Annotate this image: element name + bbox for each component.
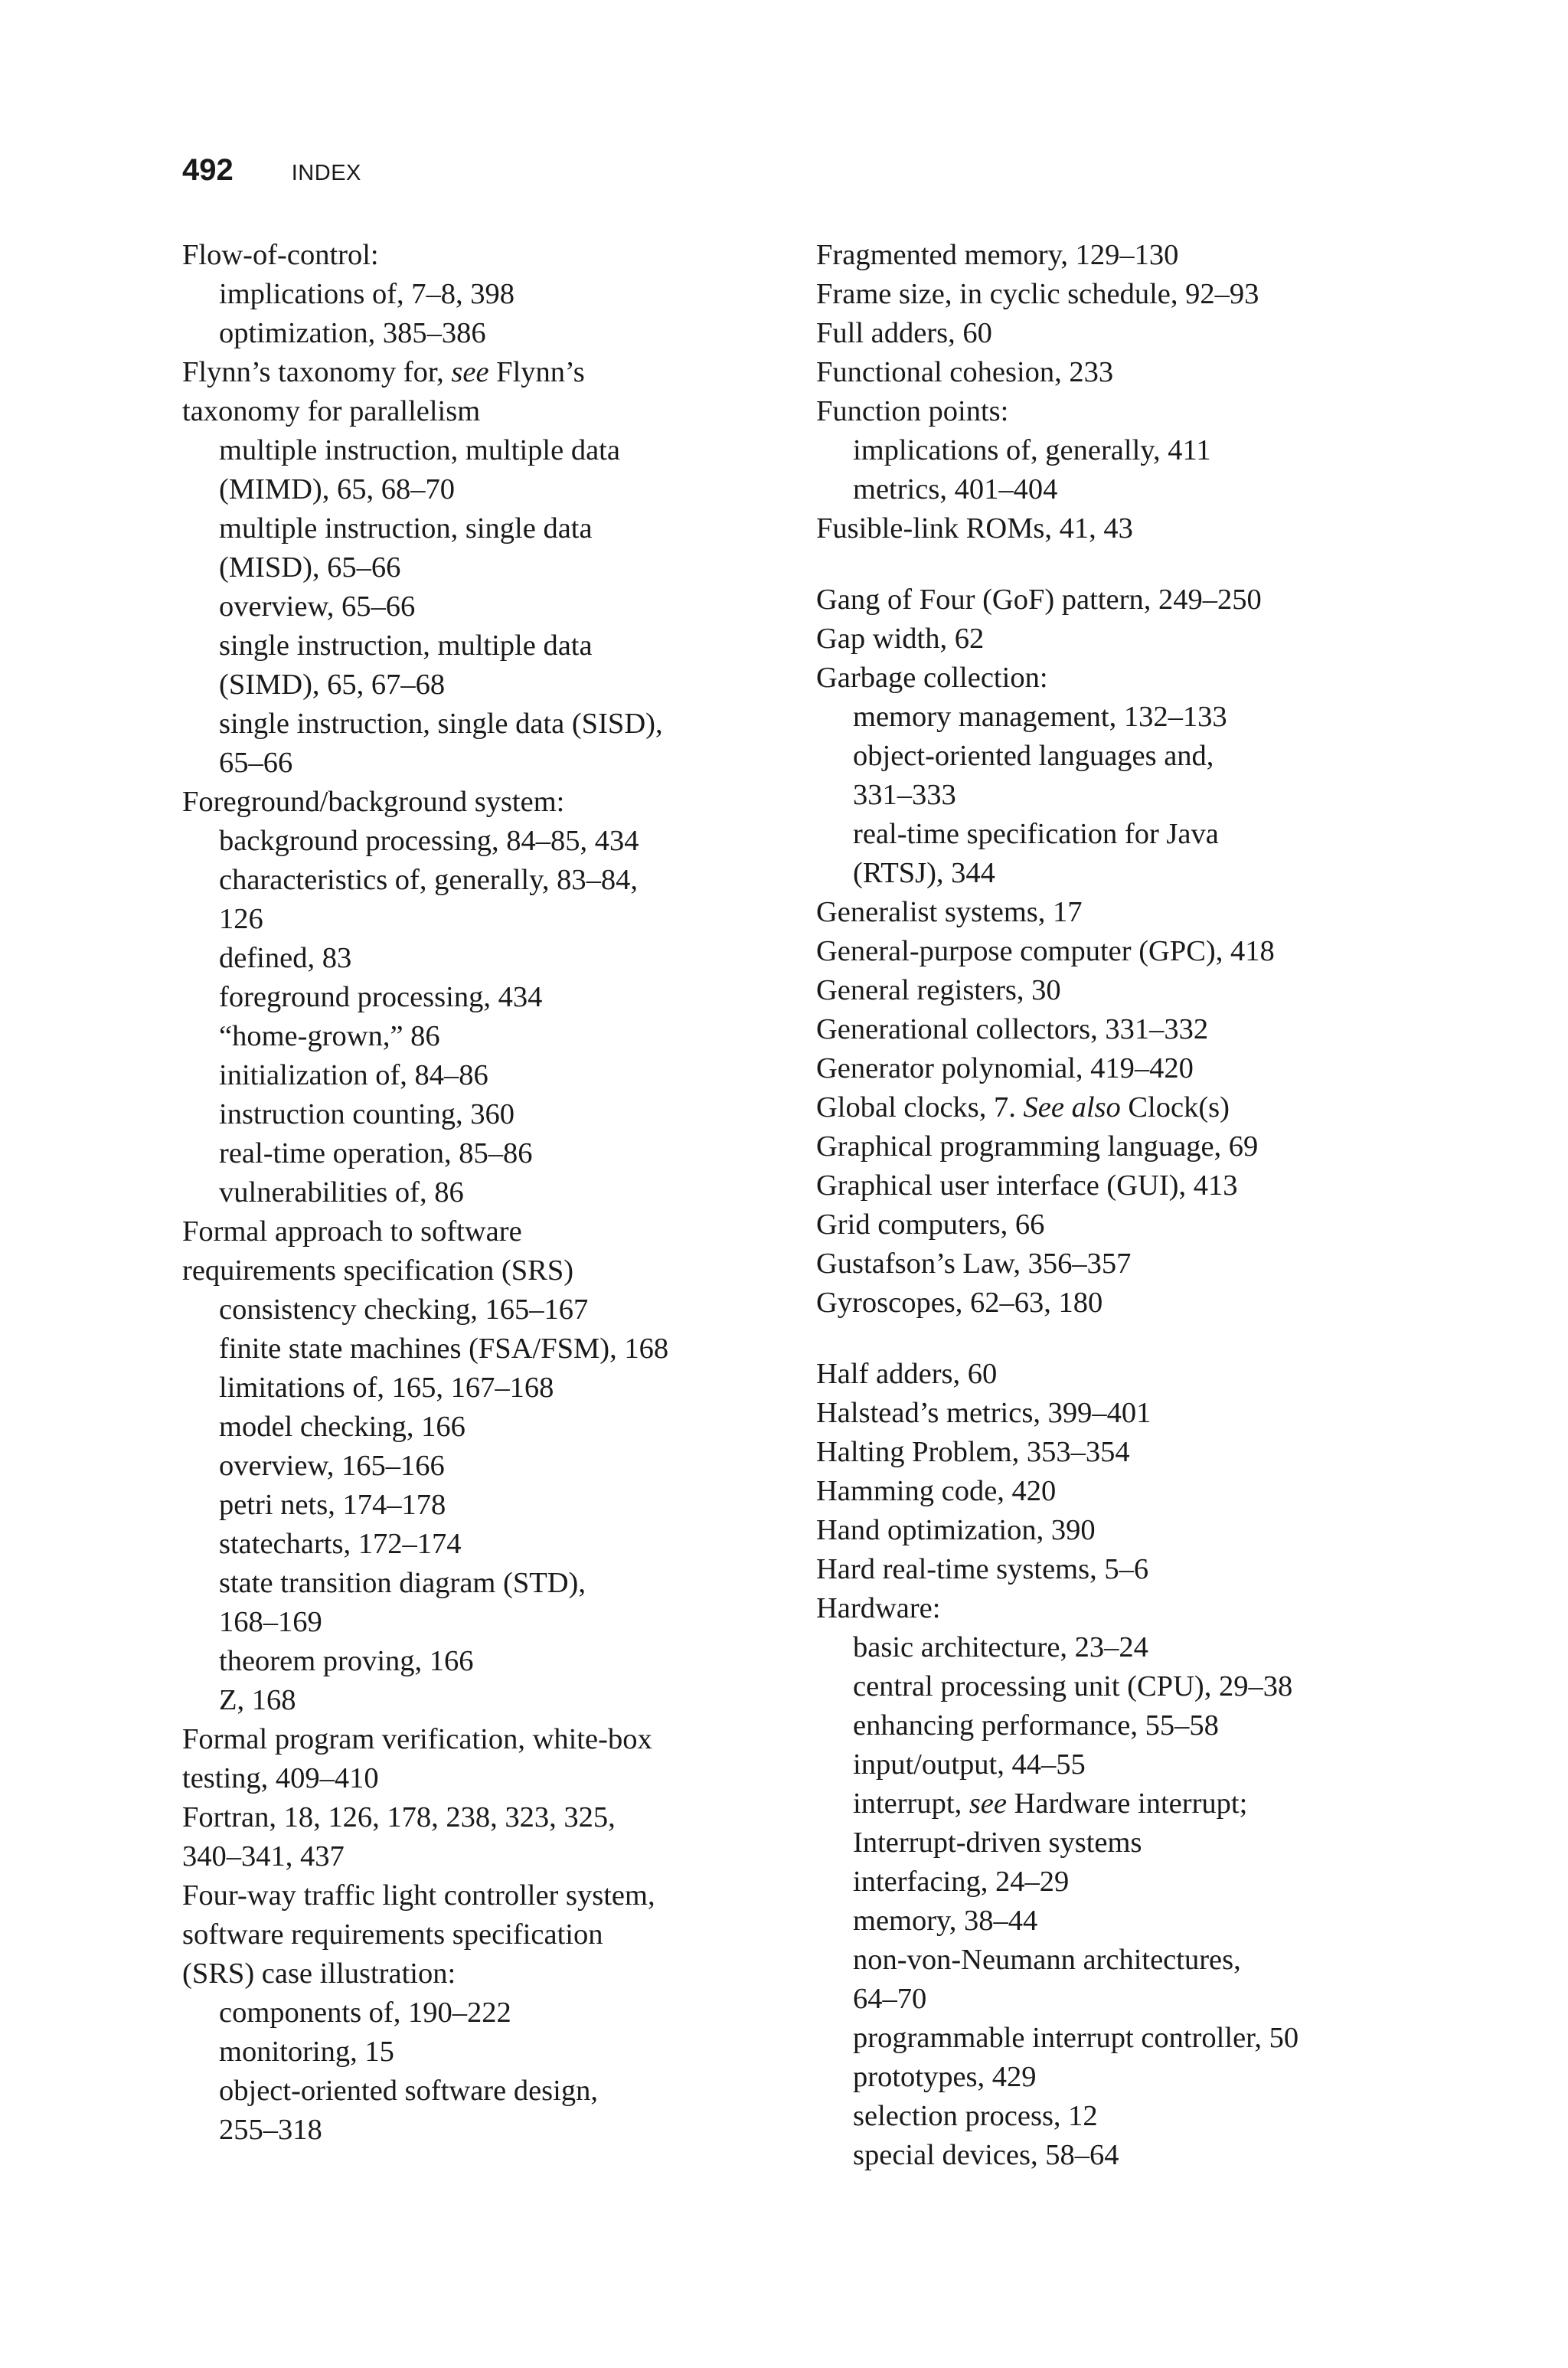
index-line: Full adders, 60 [816, 317, 992, 349]
index-line: input/output, 44–55 [853, 1748, 1086, 1781]
index-line: Gap width, 62 [816, 623, 985, 655]
index-subentry [816, 1667, 1413, 1706]
index-line: real-time specification for Java [853, 818, 1219, 850]
index-entry [816, 659, 1413, 698]
index-line: memory management, 132–133 [853, 701, 1227, 733]
index-line: Grid computers, 66 [816, 1209, 1045, 1241]
index-line: Frame size, in cyclic schedule, 92–93 [816, 278, 1259, 310]
index-subentry [182, 1173, 764, 1212]
index-line: (MISD), 65–66 [219, 551, 401, 584]
index-line: characteristics of, generally, 83–84, [219, 864, 638, 896]
index-entry [182, 1720, 764, 1798]
page-number: 492 [182, 153, 234, 187]
index-line: (MIMD), 65, 68–70 [219, 473, 455, 505]
index-line: finite state machines (FSA/FSM), 168 [219, 1333, 669, 1365]
index-line: components of, 190–222 [219, 1997, 511, 2029]
index-line: 255–318 [219, 2114, 322, 2146]
index-line: Graphical programming language, 69 [816, 1130, 1259, 1163]
index-subentry [816, 470, 1413, 509]
index-subentry [182, 314, 764, 353]
index-subentry [816, 1745, 1413, 1784]
index-entry [816, 314, 1413, 353]
index-line: petri nets, 174–178 [219, 1489, 446, 1521]
index-entry [816, 581, 1413, 620]
index-entry [816, 236, 1413, 275]
index-line: 126 [219, 903, 263, 935]
index-line: software requirements specification [182, 1918, 603, 1951]
index-entry [182, 1798, 764, 1876]
index-subentry [182, 1564, 764, 1642]
index-subentry [182, 509, 764, 587]
index-subentry [816, 2136, 1413, 2175]
index-line: Fortran, 18, 126, 178, 238, 323, 325, [182, 1801, 616, 1833]
index-subentry [182, 1642, 764, 1681]
index-line: Foreground/background system: [182, 786, 565, 818]
index-entry [816, 1284, 1413, 1323]
index-subentry [182, 822, 764, 861]
index-subentry [182, 626, 764, 705]
index-entry [816, 932, 1413, 971]
index-line: prototypes, 429 [853, 2061, 1037, 2093]
index-entry [816, 353, 1413, 392]
index-subentry [816, 2058, 1413, 2097]
index-line: requirements specification (SRS) [182, 1254, 574, 1287]
index-line: General-purpose computer (GPC), 418 [816, 935, 1275, 967]
index-column-right [816, 236, 1413, 2175]
index-entry [816, 275, 1413, 314]
index-line: single instruction, single data (SISD), [219, 708, 663, 740]
index-line: taxonomy for parallelism [182, 395, 481, 427]
index-subentry [816, 1784, 1413, 1863]
index-line: 331–333 [853, 779, 956, 811]
index-subentry [816, 698, 1413, 737]
index-subentry [182, 861, 764, 939]
index-line: special devices, 58–64 [853, 2139, 1119, 2171]
index-subentry [182, 1095, 764, 1134]
index-subentry [816, 1902, 1413, 1941]
index-line: 65–66 [219, 747, 293, 779]
index-entry [816, 1433, 1413, 1472]
letter-group-gap [816, 548, 1413, 581]
index-entry [816, 1355, 1413, 1394]
index-line: Garbage collection: [816, 662, 1048, 694]
index-line: Formal approach to software [182, 1215, 522, 1248]
index-line: statecharts, 172–174 [219, 1528, 462, 1560]
index-entry [182, 236, 764, 275]
index-line: Gang of Four (GoF) pattern, 249–250 [816, 584, 1262, 616]
index-line: multiple instruction, multiple data [219, 434, 620, 466]
index-line: defined, 83 [219, 942, 352, 974]
index-line: (SRS) case illustration: [182, 1958, 456, 1990]
index-entry [816, 1010, 1413, 1049]
index-line: (SIMD), 65, 67–68 [219, 669, 446, 701]
index-line: consistency checking, 165–167 [219, 1294, 589, 1326]
index-line: Four-way traffic light controller system, [182, 1879, 655, 1912]
index-entry [816, 971, 1413, 1010]
index-line: Function points: [816, 395, 1009, 427]
index-line: object-oriented languages and, [853, 740, 1214, 772]
index-line: Fragmented memory, 129–130 [816, 239, 1179, 271]
index-line: Hardware: [816, 1592, 941, 1624]
index-subentry [816, 431, 1413, 470]
index-subentry [182, 1681, 764, 1720]
index-line: Graphical user interface (GUI), 413 [816, 1169, 1238, 1202]
index-entry [816, 1205, 1413, 1245]
index-line: initialization of, 84–86 [219, 1059, 488, 1091]
index-line: object-oriented software design, [219, 2075, 598, 2107]
index-subentry [182, 1525, 764, 1564]
index-line: Flynn’s taxonomy for, see Flynn’s [182, 356, 585, 388]
index-line: enhancing performance, 55–58 [853, 1709, 1219, 1742]
index-line: Flow-of-control: [182, 239, 379, 271]
index-line: implications of, 7–8, 398 [219, 278, 515, 310]
index-entry [182, 1876, 764, 1994]
index-entry [182, 353, 764, 431]
index-entry [816, 1245, 1413, 1284]
index-entry [816, 893, 1413, 932]
index-line: Hamming code, 420 [816, 1475, 1057, 1507]
index-line: foreground processing, 434 [219, 981, 543, 1013]
index-line: Interrupt-driven systems [853, 1827, 1142, 1859]
index-subentry [182, 978, 764, 1017]
running-head: INDEX [291, 161, 361, 185]
index-line: Generational collectors, 331–332 [816, 1013, 1209, 1045]
index-subentry [816, 815, 1413, 893]
index-line: non-von-Neumann architectures, [853, 1944, 1241, 1976]
index-line: Half adders, 60 [816, 1358, 998, 1390]
see-reference: See also [1023, 1091, 1121, 1123]
index-line: selection process, 12 [853, 2100, 1098, 2132]
index-entry [816, 620, 1413, 659]
index-line: testing, 409–410 [182, 1762, 379, 1794]
index-entry [182, 783, 764, 822]
index-line: background processing, 84–85, 434 [219, 825, 639, 857]
index-line: single instruction, multiple data [219, 630, 593, 662]
index-line: theorem proving, 166 [219, 1645, 474, 1677]
index-subentry [816, 1628, 1413, 1667]
index-line: programmable interrupt controller, 50 [853, 2022, 1299, 2054]
index-subentry [816, 1941, 1413, 2019]
index-line: central processing unit (CPU), 29–38 [853, 1670, 1293, 1702]
index-entry [816, 1511, 1413, 1550]
index-line: monitoring, 15 [219, 2036, 394, 2068]
index-line: “home-grown,” 86 [219, 1020, 440, 1052]
index-entry [816, 392, 1413, 431]
index-subentry [182, 1330, 764, 1369]
index-subentry [816, 1863, 1413, 1902]
index-subentry [182, 1056, 764, 1095]
index-line: model checking, 166 [219, 1411, 466, 1443]
index-subentry [816, 2097, 1413, 2136]
index-line: interfacing, 24–29 [853, 1866, 1070, 1898]
index-entry [816, 1550, 1413, 1589]
index-entry [816, 1394, 1413, 1433]
index-line: overview, 165–166 [219, 1450, 445, 1482]
index-entry [816, 1088, 1413, 1127]
index-line: basic architecture, 23–24 [853, 1631, 1148, 1663]
index-line: overview, 65–66 [219, 590, 416, 623]
index-subentry [182, 1017, 764, 1056]
index-subentry [182, 1447, 764, 1486]
index-subentry [816, 1706, 1413, 1745]
index-line: metrics, 401–404 [853, 473, 1058, 505]
index-line: instruction counting, 360 [219, 1098, 515, 1130]
index-line: real-time operation, 85–86 [219, 1137, 533, 1169]
index-subentry [182, 1290, 764, 1330]
index-line: Functional cohesion, 233 [816, 356, 1114, 388]
index-line: Generalist systems, 17 [816, 896, 1083, 928]
see-reference: see [451, 356, 489, 388]
index-entry [816, 509, 1413, 548]
index-subentry [182, 1369, 764, 1408]
index-entry [816, 1049, 1413, 1088]
index-entry [182, 1212, 764, 1290]
index-line: Halting Problem, 353–354 [816, 1436, 1130, 1468]
index-subentry [182, 705, 764, 783]
index-line: vulnerabilities of, 86 [219, 1176, 464, 1209]
index-subentry [182, 2033, 764, 2072]
index-line: General registers, 30 [816, 974, 1061, 1006]
see-reference: see [969, 1787, 1007, 1820]
index-line: Formal program verification, white-box [182, 1723, 652, 1755]
index-line: implications of, generally, 411 [853, 434, 1211, 466]
index-line: 64–70 [853, 1983, 927, 2015]
index-line: Hard real-time systems, 5–6 [816, 1553, 1149, 1585]
index-subentry [816, 737, 1413, 815]
index-line: Z, 168 [219, 1684, 296, 1716]
index-entry [816, 1589, 1413, 1628]
index-line: state transition diagram (STD), [219, 1567, 586, 1599]
index-subentry [182, 939, 764, 978]
index-entry [816, 1472, 1413, 1511]
index-line: 168–169 [219, 1606, 322, 1638]
index-subentry [182, 1134, 764, 1173]
index-line: limitations of, 165, 167–168 [219, 1372, 554, 1404]
index-subentry [182, 275, 764, 314]
index-subentry [816, 2019, 1413, 2058]
index-subentry [182, 1408, 764, 1447]
index-subentry [182, 1486, 764, 1525]
index-column-left [182, 236, 764, 2150]
index-subentry [182, 431, 764, 509]
page-header [182, 153, 361, 199]
index-entry [816, 1166, 1413, 1205]
index-line: 340–341, 437 [182, 1840, 345, 1872]
index-line: (RTSJ), 344 [853, 857, 995, 889]
index-entry [816, 1127, 1413, 1166]
index-line: optimization, 385–386 [219, 317, 486, 349]
index-line: Fusible-link ROMs, 41, 43 [816, 512, 1133, 545]
index-subentry [182, 2072, 764, 2150]
index-subentry [182, 587, 764, 626]
index-line: Generator polynomial, 419–420 [816, 1052, 1194, 1084]
index-line: Halstead’s metrics, 399–401 [816, 1397, 1152, 1429]
index-line: interrupt, see Hardware interrupt; [853, 1787, 1248, 1820]
index-line: Gyroscopes, 62–63, 180 [816, 1287, 1103, 1319]
index-line: multiple instruction, single data [219, 512, 593, 545]
index-line: Global clocks, 7. See also Clock(s) [816, 1091, 1230, 1123]
letter-group-gap [816, 1323, 1413, 1355]
index-line: Hand optimization, 390 [816, 1514, 1096, 1546]
index-subentry [182, 1994, 764, 2033]
index-line: memory, 38–44 [853, 1905, 1038, 1937]
index-line: Gustafson’s Law, 356–357 [816, 1248, 1132, 1280]
